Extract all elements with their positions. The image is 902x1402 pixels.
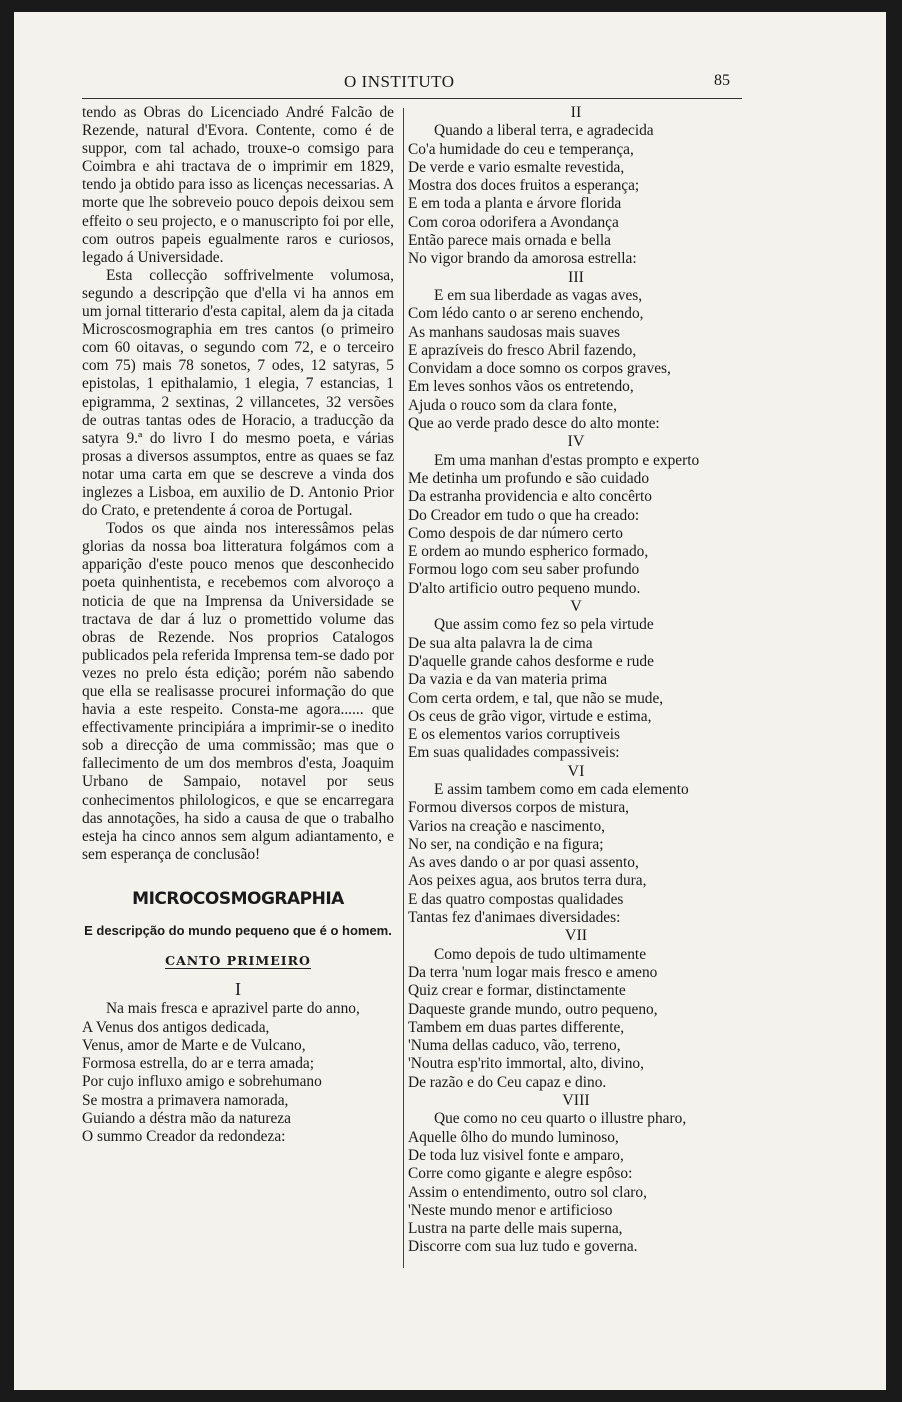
verse-line: Os ceus de grão vigor, virtude e estima,: [408, 707, 652, 725]
verse-line: E os elementos varios corruptiveis: [408, 726, 620, 744]
verse-line: Quiz crear e formar, distinctamente: [408, 982, 626, 1000]
poem-subtitle: E descripção do mundo pequeno que é o homem.: [84, 923, 392, 939]
canto-label: CANTO PRIMEIRO: [165, 953, 311, 969]
verse-line: Varios na creação e nascimento,: [408, 817, 605, 835]
verse-line: Com lédo canto o ar sereno enchendo,: [408, 305, 644, 323]
verse-line: Convidam a doce somno os corpos graves,: [408, 360, 671, 378]
verse-line: E ordem ao mundo espherico formado,: [408, 543, 649, 561]
page-header: [14, 72, 886, 96]
verse-line: Assim o entendimento, outro sol claro,: [408, 1183, 647, 1201]
canto-heading: [82, 952, 394, 970]
column-divider: [403, 108, 404, 1268]
verse-line: Em uma manhan d'estas prompto e experto: [434, 451, 700, 469]
verse-line: Lustra na parte delle mais superna,: [408, 1220, 623, 1238]
stanza-number: V: [570, 598, 582, 616]
verse-line: 'Neste mundo menor e artificioso: [408, 1201, 613, 1219]
verse-line: E assim tambem como em cada elemento: [434, 780, 689, 798]
verse-line: Quando a liberal terra, e agradecida: [434, 122, 654, 140]
verse-line: Mostra dos doces fruitos a esperança;: [408, 177, 640, 195]
paragraph-1: tendo as Obras do Licenciado André Falcão de Rezende, natural d'Evora. Contente, como é de suppor, com tal achado, trouxe-o comsigo para Coimbra e ahi tractava de o imprimir em 1829, tendo ja obtido para isso as licenças necessarias. A morte que lhe sobreveio pouco depois deixou sem effeito o seu projecto, e o manuscripto foi por elle, com outros papeis egualmente raros e curiosos, legado á Universidade.: [82, 104, 394, 266]
stanza-number: VII: [564, 927, 588, 945]
verse-line: 'Numa dellas caduco, vão, terreno,: [408, 1037, 621, 1055]
verse-line: Aos peixes agua, aos brutos terra dura,: [408, 872, 647, 890]
poem-title: MICROCOSMOGRAPHIA: [132, 888, 344, 909]
verse-line: Formou diversos corpos de mistura,: [408, 799, 629, 817]
verse-line: Que ao verde prado desce do alto monte:: [408, 415, 660, 433]
page-number: 85: [714, 72, 730, 89]
verse-line: As aves dando o ar por quasi assento,: [408, 854, 639, 872]
verse-line: Corre como gigante e alegre espôso:: [408, 1165, 633, 1183]
stanza-number: I: [235, 979, 241, 1000]
verse-line: De verde e vario esmalte revestida,: [408, 158, 625, 176]
verse-line: Em leves sonhos vãos os entretendo,: [408, 378, 634, 396]
verse-line: Por cujo influxo amigo e sobrehumano: [82, 1073, 322, 1091]
paragraph-3: Todos os que ainda nos interessâmos pelas glorias da nossa boa litteratura folgámos com a apparição d'este pouco menos que desconhecido poeta quinhentista, e recebemos com alvoroço a noticia de que na Imprensa da Universidade se tractava de dar á luz o promettido volume das obras de Rezende. Nos proprios Catalogos publicados pela referida Imprensa tem-se dado por vezes no prelo ésta edição; porém não sabendo que ella se realisasse procurei informação do que havia a este respeito. Consta-me agora...... que effectivamente principiára a imprimir-se o inedito sob a direcção de uma commissão; mas que o fallecimento de um dos membros d'esta, Joaquim Urbano de Sampaio, notavel por seus conhecimentos philologicos, e que se encarregara das annotações, ha sido a causa de que o trabalho esteja ha cinco annos sem algum adiantamento, e sem esperança de conclusão!: [82, 520, 394, 863]
verse-line: Co'a humidade do ceu e temperança,: [408, 140, 634, 158]
stanza-number: IV: [567, 433, 585, 451]
verse-line: Tambem em duas partes differente,: [408, 1018, 625, 1036]
left-column: [82, 104, 394, 1147]
verse-line: No vigor brando da amorosa estrella:: [408, 250, 637, 268]
stanza-number: VI: [567, 762, 585, 780]
verse-line: Da terra 'num logar mais fresco e ameno: [408, 963, 658, 981]
verse-line: Então parece mais ornada e bella: [408, 232, 611, 250]
verse-line: E das quatro compostas qualidades: [408, 890, 624, 908]
verse-line: Tantas fez d'animaes diversidades:: [408, 909, 621, 927]
verse-line: E em toda a planta e árvore florida: [408, 195, 622, 213]
verse-line: 'Noutra esp'rito immortal, alto, divino,: [408, 1055, 644, 1073]
running-title: O INSTITUTO: [344, 72, 455, 91]
verse-line: Formosa estrella, do ar e terra amada;: [82, 1055, 315, 1073]
verse-line: De sua alta palavra la de cima: [408, 634, 593, 652]
verse-line: Do Creador em tudo o que ha creado:: [408, 506, 640, 524]
verse-line: Da estranha providencia e alto concêrto: [408, 488, 652, 506]
verse-line: Com certa ordem, e tal, que não se mude,: [408, 689, 664, 707]
verse-line: Na mais fresca e aprazivel parte do anno,: [106, 1000, 360, 1018]
stanza-number: II: [570, 104, 582, 121]
verse-line: O summo Creador da redondeza:: [82, 1128, 286, 1146]
verse-line: Discorre com sua luz tudo e governa.: [408, 1238, 638, 1256]
verse-line: Daqueste grande mundo, outro pequeno,: [408, 1000, 658, 1018]
verse-line: Venus, amor de Marte e de Vulcano,: [82, 1036, 306, 1054]
verse-line: D'alto artificio outro pequeno mundo.: [408, 579, 641, 597]
document-page: [14, 12, 886, 1390]
verse-line: De toda luz visivel fonte e amparo,: [408, 1146, 624, 1164]
verse-line: Que assim como fez so pela virtude: [434, 616, 654, 634]
verse-line: A Venus dos antigos dedicada,: [82, 1018, 270, 1036]
right-column: [408, 104, 744, 1257]
verse-line: As manhans saudosas mais suaves: [408, 323, 621, 341]
verse-line: Que como no ceu quarto o illustre pharo,: [434, 1110, 687, 1128]
verse-line: De razão e do Ceu capaz e dino.: [408, 1073, 607, 1091]
stanza-number: VIII: [562, 1092, 590, 1110]
verse-line: Aquelle ôlho do mundo luminoso,: [408, 1128, 619, 1146]
verse-line: Me detinha um profundo e são cuidado: [408, 469, 650, 487]
verse-line: D'aquelle grande cahos desforme e rude: [408, 652, 654, 670]
verse-line: Como despois de dar número certo: [408, 524, 623, 542]
verse-line: E aprazíveis do fresco Abril fazendo,: [408, 341, 637, 359]
verse-line: Formou logo com seu saber profundo: [408, 561, 640, 579]
verse-line: Da vazia e da van materia prima: [408, 671, 608, 689]
verse-line: No ser, na condição e na figura;: [408, 835, 604, 853]
verse-line: Se mostra a primavera namorada,: [82, 1091, 289, 1109]
verse-line: Com coroa odorifera a Avondança: [408, 213, 619, 231]
header-rule: [82, 98, 742, 99]
verse-line: Em suas qualidades compassiveis:: [408, 744, 620, 762]
stanza-number: III: [568, 268, 584, 286]
verse-line: Ajuda o rouco som da clara fonte,: [408, 396, 617, 414]
verse-line: Como depois de tudo ultimamente: [434, 945, 647, 963]
verse-line: Guiando a déstra mão da natureza: [82, 1110, 291, 1127]
paragraph-2: Esta collecção soffrivelmente volumosa, segundo a descripção que d'ella vi ha annos em um jornal titterario d'esta capital, alem da ja citada Microscosmographia em tres cantos (o primeiro com 60 oitavas, o segundo com 72, e o terceiro com 75) mais 78 sonetos, 7 odes, 12 satyras, 5 epistolas, 1 epithalamio, 1 elegia, 7 estancias, 1 epigramma, 2 sextinas, 2 villancetes, 32 versões de outras tantas odes de Horacio, a traducção da satyra 9.ª do livro I do mesmo poeta, e várias prosas a diversos assumptos, entre as quaes se faz notar uma carta em que se descreve a vinda dos inglezes a Lisboa, em auxilio de D. Antonio Prior do Crato, e pretendente á coroa de Portugal.: [82, 266, 394, 520]
verse-line: E em sua liberdade as vagas aves,: [434, 286, 643, 304]
